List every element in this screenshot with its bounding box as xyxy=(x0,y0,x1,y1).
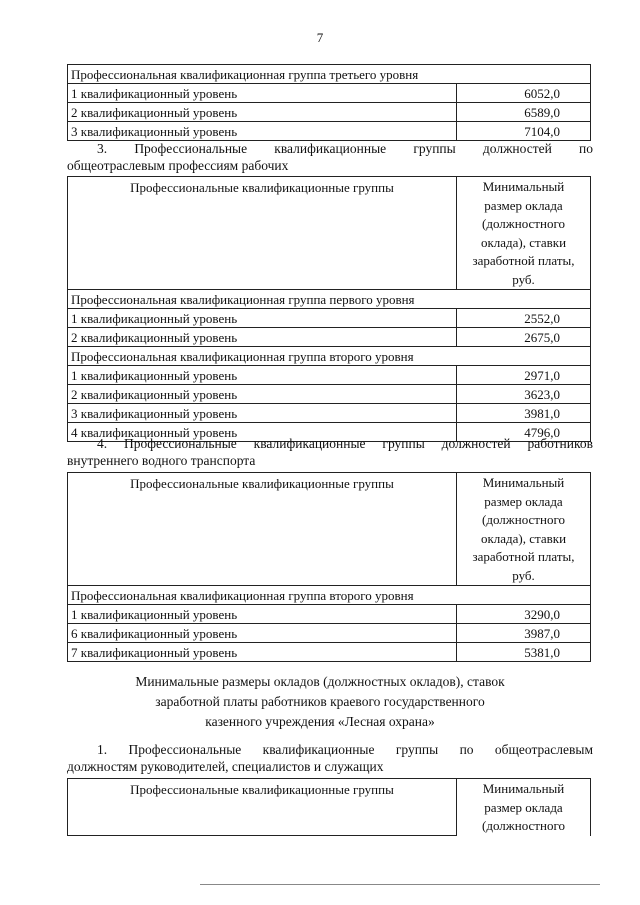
table-row: 7 квалификационный уровень 5381,0 xyxy=(68,643,591,662)
section-4-heading: 4. Профессиональные квалификационные группы должностей работников внутреннего водного транспорта xyxy=(67,436,593,468)
group-row: Профессиональная квалификационная группа третьего уровня xyxy=(68,65,591,84)
table-row: 2 квалификационный уровень 3623,0 xyxy=(68,385,591,404)
table-row: 3 квалификационный уровень 3981,0 xyxy=(68,404,591,423)
table-header: Профессиональные квалификационные группы Минимальный размер оклада (должностного оклада), ставки заработной платы, руб. xyxy=(68,473,591,586)
section-heading: Минимальные размеры окладов (должностных окладов), ставок заработной платы работников краевого государственного казенного учреждения «Лесная охрана» xyxy=(135,674,505,729)
table-workers xyxy=(67,176,591,442)
table-row: 1 квалификационный уровень 6052,0 xyxy=(68,84,591,103)
table-row: 1 квалификационный уровень 3290,0 xyxy=(68,605,591,624)
table-header: Профессиональные квалификационные группы Минимальный размер оклада (должностного оклада), ставки заработной платы, руб. xyxy=(68,177,591,290)
group-row: Профессиональная квалификационная группа второго уровня xyxy=(68,347,591,366)
table-header: Профессиональные квалификационные группы Минимальный размер оклада (должностного xyxy=(68,779,591,836)
table-row: 1 квалификационный уровень 2552,0 xyxy=(68,309,591,328)
scan-edge-line xyxy=(200,884,600,885)
group-row: Профессиональная квалификационная группа второго уровня xyxy=(68,586,591,605)
section-1-heading: 1. Профессиональные квалификационные группы по общеотраслевым должностям руководителей, специалистов и служащих xyxy=(67,742,593,774)
table-row: 2 квалификационный уровень 2675,0 xyxy=(68,328,591,347)
table-row: 6 квалификационный уровень 3987,0 xyxy=(68,624,591,643)
section-3-heading: 3. Профессиональные квалификационные группы должностей по общеотраслевым профессиям рабочих xyxy=(67,141,593,173)
table-row: 3 квалификационный уровень 7104,0 xyxy=(68,122,591,141)
group-row: Профессиональная квалификационная группа первого уровня xyxy=(68,290,591,309)
table-row: 2 квалификационный уровень 6589,0 xyxy=(68,103,591,122)
table-row: 4 квалификационный уровень 4796,0 xyxy=(68,423,591,442)
table-water-transport xyxy=(67,472,591,662)
table-row: 1 квалификационный уровень 2971,0 xyxy=(68,366,591,385)
page-number: 7 xyxy=(316,30,324,45)
table-third-level xyxy=(67,64,591,141)
table-managers xyxy=(67,778,591,836)
